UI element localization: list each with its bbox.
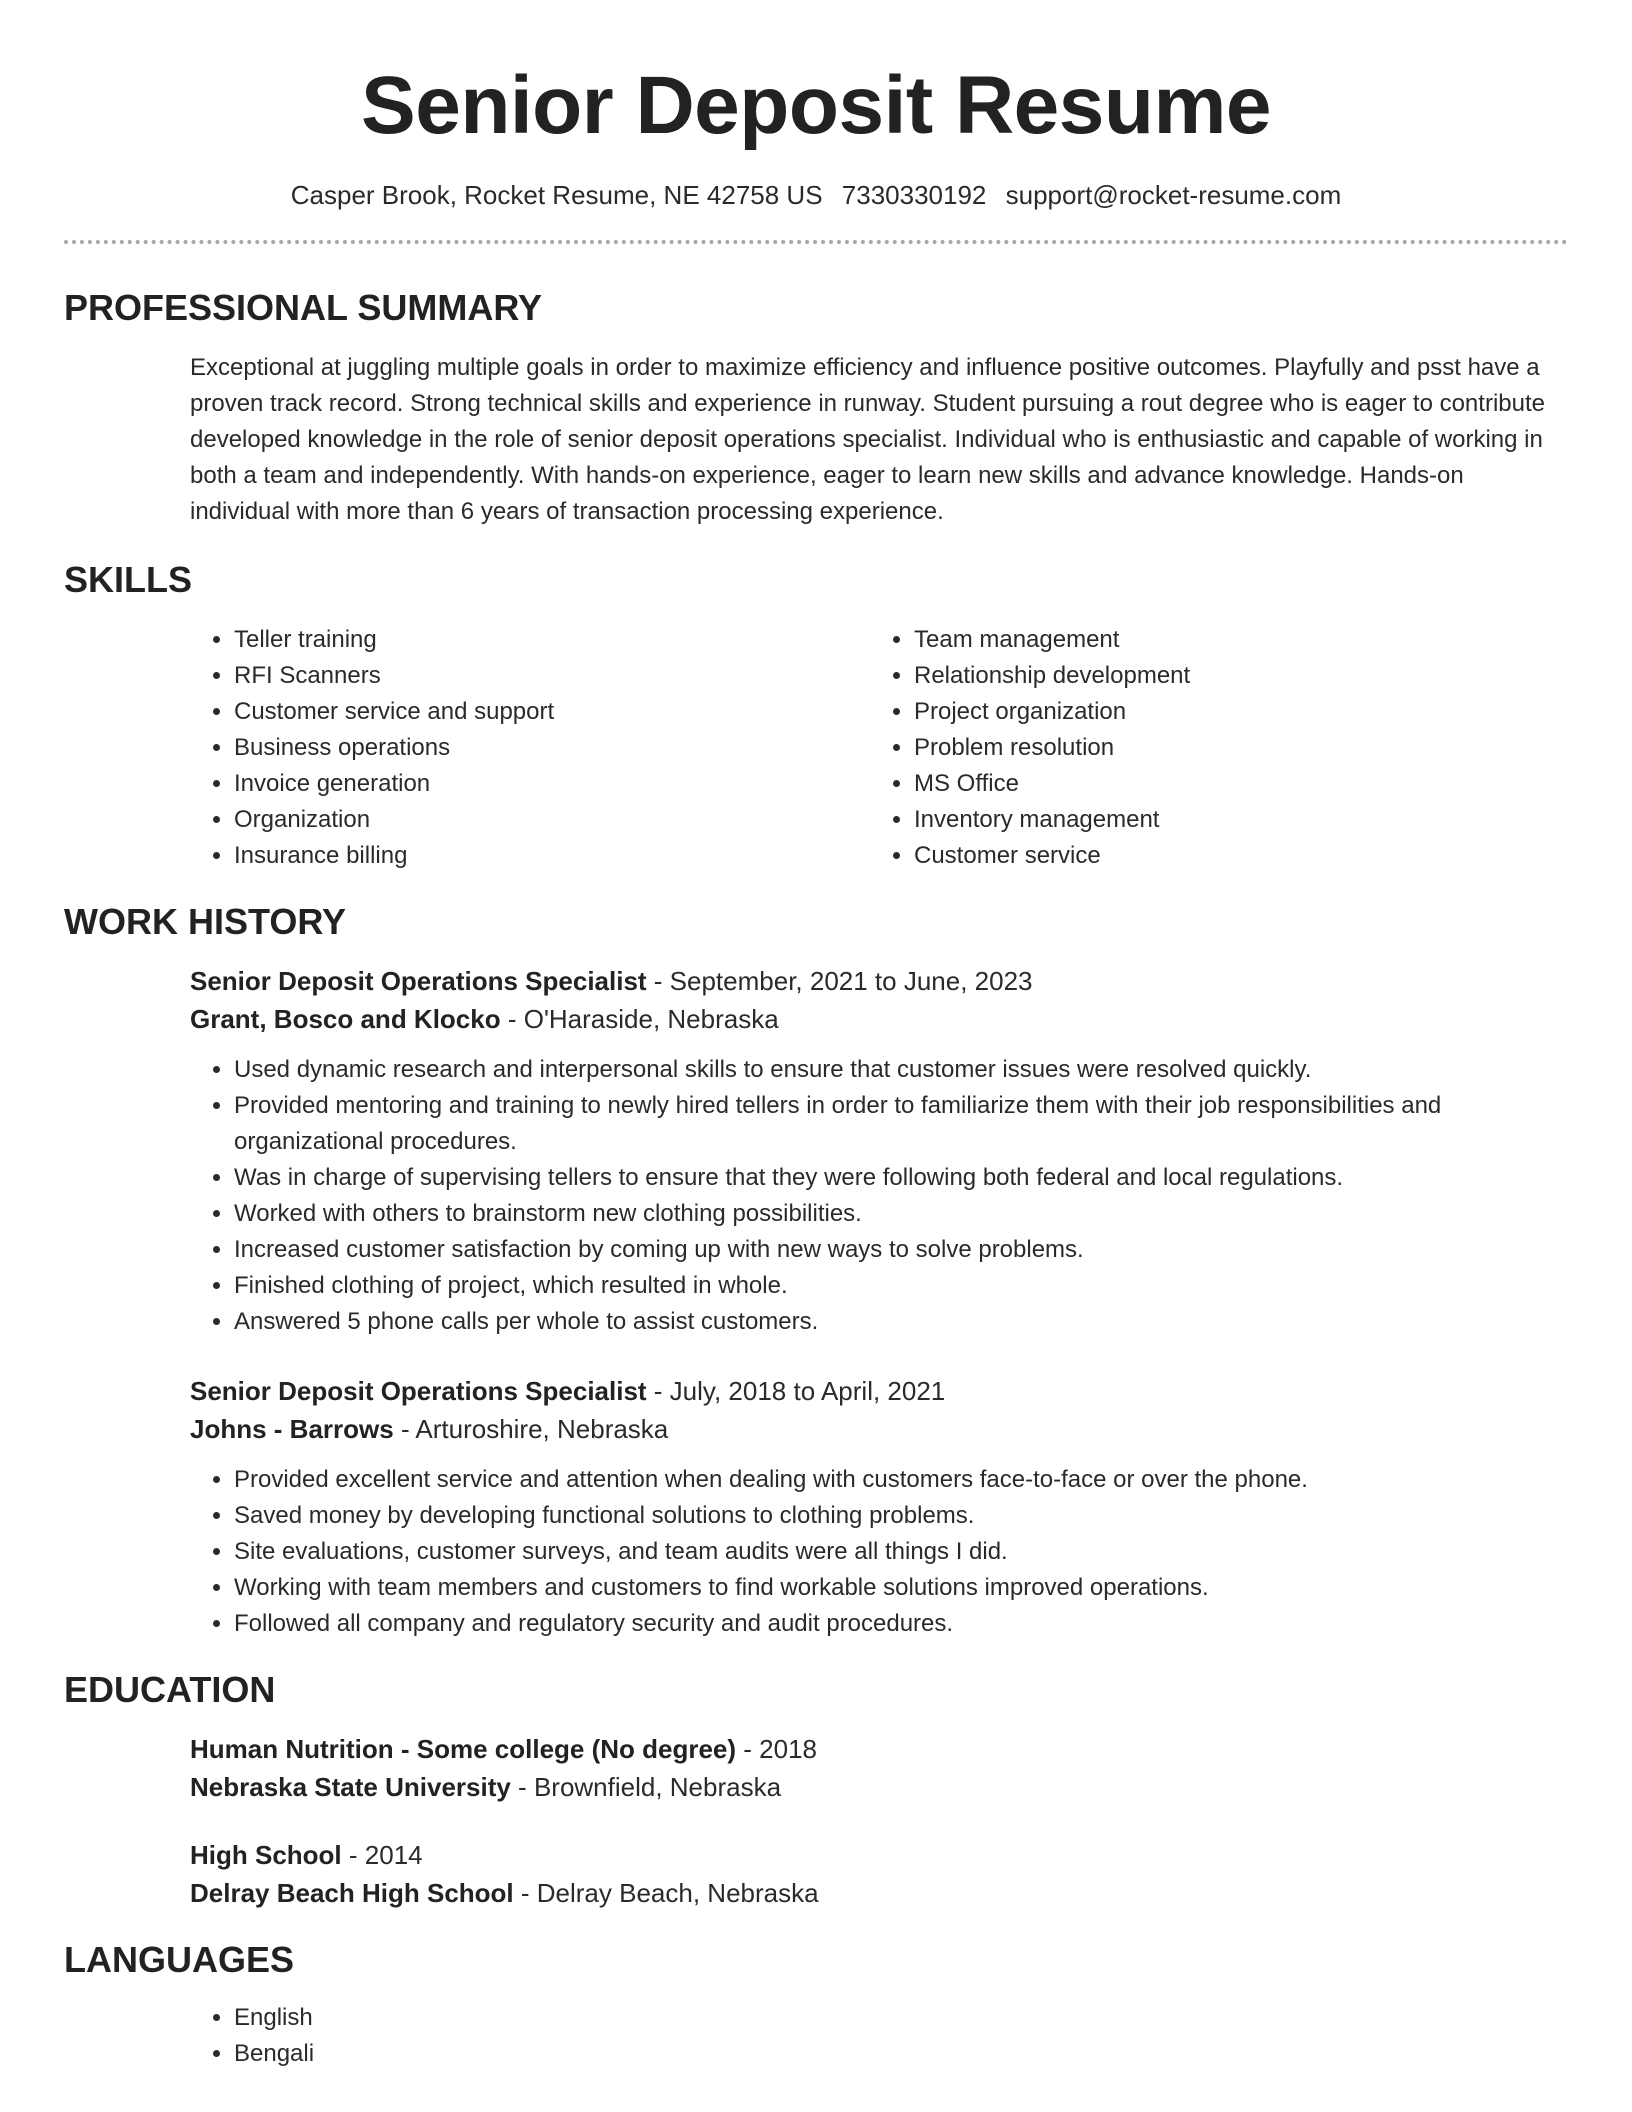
job-title-line <box>190 1372 1568 1410</box>
education-heading: EDUCATION <box>64 1669 276 1710</box>
job-title-line <box>190 962 1568 1000</box>
skill-item: • Relationship development <box>914 658 1550 694</box>
skill-item: • Team management <box>914 622 1550 658</box>
education-degree: High School <box>190 1840 342 1870</box>
contact-email: support@rocket-resume.com <box>1005 180 1342 210</box>
job-bullet: • Worked with others to brainstorm new clothing possibilities. <box>234 1196 1568 1232</box>
language-item: • Bengali <box>234 2036 1568 2072</box>
education-school: Nebraska State University <box>190 1772 511 1802</box>
education-school-line <box>190 1874 1568 1912</box>
job-bullet: • Used dynamic research and interpersonal skills to ensure that customer issues were resolved quickly. <box>234 1052 1568 1088</box>
resume-page <box>64 0 1568 2072</box>
job-company: Johns - Barrows <box>190 1414 394 1444</box>
separator: - <box>513 1878 537 1908</box>
skills-column-right <box>870 622 1550 874</box>
skill-item: • Problem resolution <box>914 730 1550 766</box>
job-bullet: • Answered 5 phone calls per whole to assist customers. <box>234 1304 1568 1340</box>
header-divider <box>64 240 1568 244</box>
education-location: Delray Beach, Nebraska <box>536 1878 819 1908</box>
job-bullet: • Increased customer satisfaction by coming up with new ways to solve problems. <box>234 1232 1568 1268</box>
summary-heading: PROFESSIONAL SUMMARY <box>64 287 543 328</box>
separator: - <box>646 1376 670 1406</box>
education-section <box>64 1668 1568 1912</box>
education-degree-line <box>190 1730 1568 1768</box>
job-company: Grant, Bosco and Klocko <box>190 1004 501 1034</box>
skill-item: • MS Office <box>914 766 1550 802</box>
job-location: O'Haraside, Nebraska <box>523 1004 779 1034</box>
skills-section <box>64 558 1568 874</box>
skills-heading: SKILLS <box>64 559 193 600</box>
languages-heading: LANGUAGES <box>64 1939 295 1980</box>
separator: - <box>646 966 670 996</box>
education-school: Delray Beach High School <box>190 1878 514 1908</box>
skill-item: • Customer service <box>914 838 1550 874</box>
separator: - <box>393 1414 416 1444</box>
job-bullet: • Saved money by developing functional solutions to clothing problems. <box>234 1498 1568 1534</box>
job-bullet: • Provided excellent service and attention when dealing with customers face-to-face or over the phone. <box>234 1462 1568 1498</box>
job-dates: July, 2018 to April, 2021 <box>669 1376 946 1406</box>
job-bullet: • Followed all company and regulatory security and audit procedures. <box>234 1606 1568 1642</box>
skill-item: • Insurance billing <box>234 838 870 874</box>
job-dates: September, 2021 to June, 2023 <box>669 966 1033 996</box>
skill-item: • Organization <box>234 802 870 838</box>
skill-item: • Business operations <box>234 730 870 766</box>
skill-item: • Teller training <box>234 622 870 658</box>
contact-line <box>64 178 1568 212</box>
languages-section <box>64 1938 1568 2072</box>
separator: - <box>341 1840 365 1870</box>
education-location: Brownfield, Nebraska <box>533 1772 782 1802</box>
skill-item: • Project organization <box>914 694 1550 730</box>
skill-item: • Inventory management <box>914 802 1550 838</box>
job-bullet: • Site evaluations, customer surveys, and team audits were all things I did. <box>234 1534 1568 1570</box>
education-school-line <box>190 1768 1568 1806</box>
language-item: • English <box>234 2000 1568 2036</box>
contact-address: Casper Brook, Rocket Resume, NE 42758 US <box>290 180 823 210</box>
education-year: 2018 <box>759 1734 818 1764</box>
contact-phone: 7330330192 <box>841 180 987 210</box>
job-title: Senior Deposit Operations Specialist <box>190 1376 647 1406</box>
resume-title: Senior Deposit Resume <box>361 60 1271 151</box>
job-title: Senior Deposit Operations Specialist <box>190 966 647 996</box>
separator: - <box>510 1772 534 1802</box>
work-history-section <box>64 900 1568 1642</box>
job-company-line <box>190 1410 1568 1448</box>
summary-section <box>64 286 1568 530</box>
skills-column-left <box>190 622 870 874</box>
skill-item: • Customer service and support <box>234 694 870 730</box>
job-bullet: • Provided mentoring and training to newly hired tellers in order to familiarize them with their job responsibilities and organizational procedures. <box>234 1088 1568 1160</box>
separator: - <box>736 1734 760 1764</box>
job-bullet: • Was in charge of supervising tellers to ensure that they were following both federal and local regulations. <box>234 1160 1568 1196</box>
skill-item: • Invoice generation <box>234 766 870 802</box>
skill-item: • RFI Scanners <box>234 658 870 694</box>
separator: - <box>500 1004 524 1034</box>
job-company-line <box>190 1000 1568 1038</box>
job-bullet: • Working with team members and customers to find workable solutions improved operations. <box>234 1570 1568 1606</box>
education-degree: Human Nutrition - Some college (No degree) <box>190 1734 737 1764</box>
summary-text: Exceptional at juggling multiple goals in order to maximize efficiency and influence positive outcomes. Playfully and psst have a proven track record. Strong technical skills and experience in runway. Student pursuing a rout degree who is eager to contribute developed knowledge in the role of senior deposit operations specialist. Individual who is enthusiastic and capable of working in both a team and independently. With hands-on experience, eager to learn new skills and advance knowledge. Hands-on individual with more than 6 years of transaction processing experience. <box>190 354 1545 525</box>
work-history-heading: WORK HISTORY <box>64 901 347 942</box>
education-degree-line <box>190 1836 1568 1874</box>
education-entry <box>190 1730 1568 1806</box>
job-bullet: • Finished clothing of project, which resulted in whole. <box>234 1268 1568 1304</box>
job-entry <box>190 962 1568 1340</box>
education-year: 2014 <box>364 1840 423 1870</box>
job-location: Arturoshire, Nebraska <box>415 1414 669 1444</box>
job-entry <box>190 1372 1568 1642</box>
education-entry <box>190 1836 1568 1912</box>
